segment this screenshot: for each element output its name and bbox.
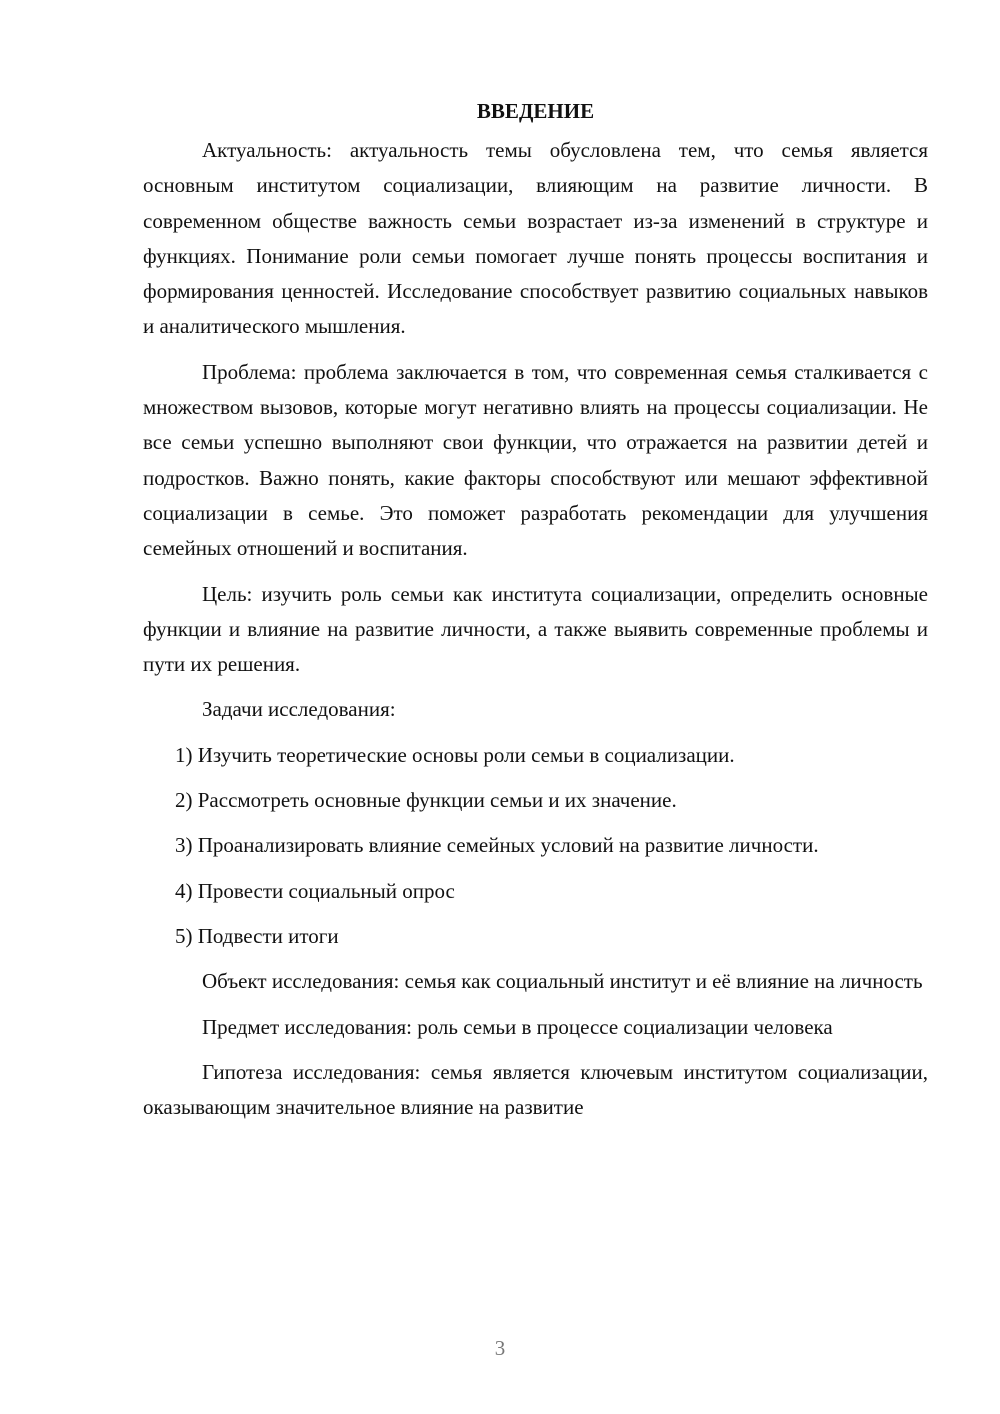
tasks-heading: Задачи исследования:: [202, 697, 396, 722]
object-paragraph: Объект исследования: семья как социальный институт и её влияние на личность: [202, 969, 923, 994]
problem-paragraph: Проблема: проблема заключается в том, что современная семья сталкивается с множеством вызовов, которые могут негативно влиять на процессы социализации. Не все семьи успешно выполняют свои функции, что отражается на развитии детей и подростков. Важно понять, какие факторы способствуют или мешают эффективной социализации в семье. Это поможет разработать рекомендации для улучшения семейных отношений и воспитания.: [143, 359, 928, 561]
task-item: 4) Провести социальный опрос: [175, 878, 455, 903]
section-title: ВВЕДЕНИЕ: [476, 99, 595, 123]
subject-paragraph: Предмет исследования: роль семьи в процессе социализации человека: [202, 1014, 833, 1039]
page-content: [143, 94, 928, 1125]
task-item: 2) Рассмотреть основные функции семьи и их значение.: [175, 788, 677, 813]
page-number: 3: [494, 1336, 506, 1360]
relevance-paragraph: Актуальность: актуальность темы обусловлена тем, что семья является основным институтом социализации, влияющим на развитие личности. В современном обществе важность семьи возрастает из-за изменений в структуре и функциях. Понимание роли семьи помогает лучше понять процессы воспитания и формирования ценностей. Исследование способствует развитию социальных навыков и аналитического мышления.: [143, 138, 928, 339]
goal-paragraph: Цель: изучить роль семьи как института социализации, определить основные функции и влияние на развитие личности, а также выявить современные проблемы и пути их решения.: [143, 581, 928, 677]
task-item: 1) Изучить теоретические основы роли семьи в социализации.: [175, 742, 735, 767]
hypothesis-paragraph: Гипотеза исследования: семья является ключевым институтом социализации, оказывающим значительное влияние на развитие: [143, 1059, 928, 1120]
task-item: 5) Подвести итоги: [175, 923, 339, 948]
task-item: 3) Проанализировать влияние семейных условий на развитие личности.: [175, 833, 819, 858]
